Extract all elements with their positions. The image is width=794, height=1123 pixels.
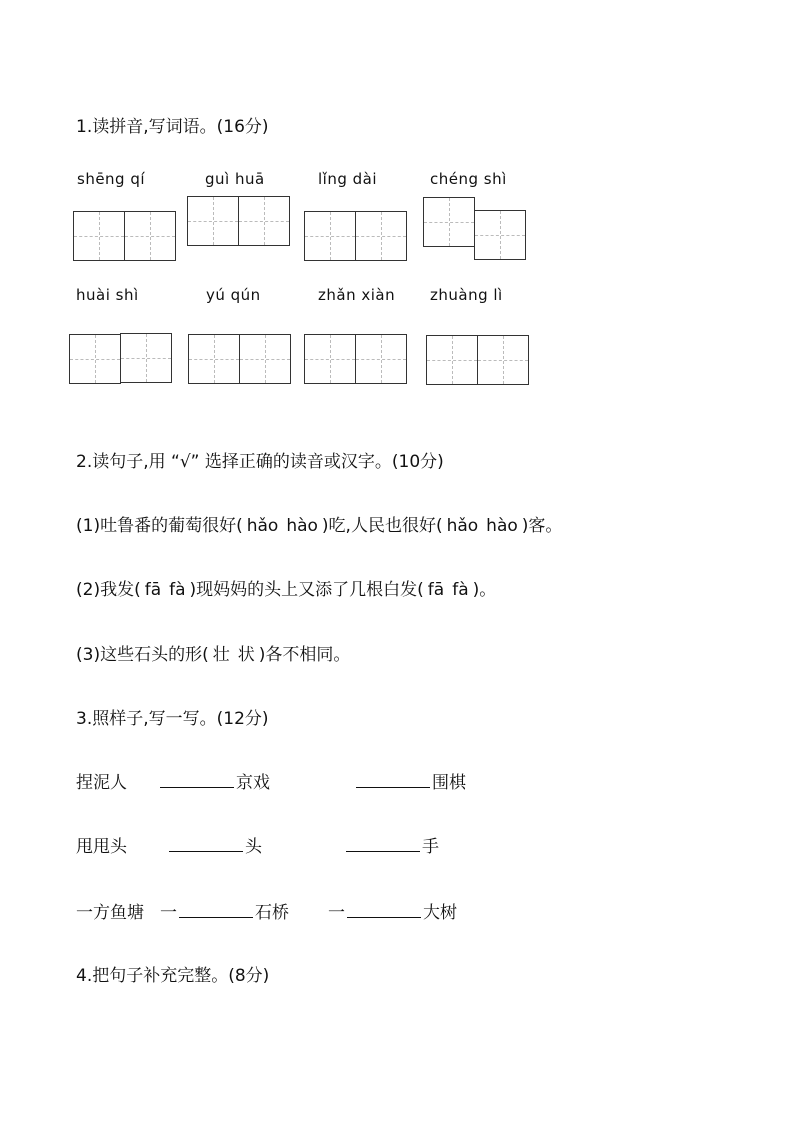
pinyin-label: zhǎn xiàn: [318, 286, 396, 304]
writing-grid-box[interactable]: [69, 334, 121, 384]
choice-option[interactable]: fā: [144, 580, 162, 600]
fill-prefix: 一: [328, 903, 345, 923]
sentence-text: (3)这些石头的形(: [76, 645, 209, 665]
fill-item: [167, 832, 262, 857]
writing-grid-box[interactable]: [304, 211, 356, 261]
pinyin-label: lǐng dài: [318, 170, 378, 188]
sentence-2: [76, 575, 496, 600]
choice-option[interactable]: hǎo: [446, 516, 479, 536]
answer-blank[interactable]: [346, 835, 420, 852]
pinyin-label: chéng shì: [430, 170, 507, 188]
example-word: 捏泥人: [76, 773, 127, 793]
choice-option[interactable]: fà: [169, 580, 186, 600]
question-1-title: 1.读拼音,写词语。(16分): [76, 117, 269, 137]
writing-grid-box[interactable]: [120, 333, 172, 383]
fill-item: [158, 768, 270, 793]
fill-item: [344, 832, 439, 857]
sentence-text: (1)吐鲁番的葡萄很好(: [76, 516, 243, 536]
writing-grid-box[interactable]: [355, 334, 407, 384]
sentence-text: )各不相同。: [258, 645, 351, 665]
fill-word: 大树: [423, 903, 457, 923]
question-3-title: 3.照样子,写一写。(12分): [76, 709, 269, 729]
sentence-1: [76, 511, 562, 536]
writing-grid-box[interactable]: [477, 335, 529, 385]
pinyin-label: guì huā: [205, 170, 265, 188]
writing-grid-box[interactable]: [239, 334, 291, 384]
fill-item: [160, 898, 289, 923]
choice-option[interactable]: hào: [486, 516, 518, 536]
example-word: 一方鱼塘: [76, 903, 144, 923]
fill-item: [354, 768, 466, 793]
writing-grid-box[interactable]: [188, 334, 240, 384]
answer-blank[interactable]: [179, 901, 253, 918]
writing-grid-box[interactable]: [238, 196, 290, 246]
fill-word: 头: [245, 837, 262, 857]
writing-grid-box[interactable]: [304, 334, 356, 384]
writing-grid-box[interactable]: [187, 196, 239, 246]
question-4-title: 4.把句子补充完整。(8分): [76, 966, 270, 986]
writing-grid-box[interactable]: [426, 335, 478, 385]
sentence-text: )。: [472, 580, 497, 600]
writing-grid-box[interactable]: [355, 211, 407, 261]
choice-option[interactable]: 状: [237, 645, 255, 665]
answer-blank[interactable]: [169, 835, 243, 852]
pinyin-label: yú qún: [206, 286, 261, 304]
choice-option[interactable]: hào: [286, 516, 318, 536]
answer-blank[interactable]: [160, 771, 234, 788]
fill-word: 京戏: [236, 773, 270, 793]
sentence-text: )客。: [521, 516, 563, 536]
choice-option[interactable]: 壮: [212, 645, 230, 665]
answer-blank[interactable]: [356, 771, 430, 788]
writing-grid-box[interactable]: [73, 211, 125, 261]
writing-grid-box[interactable]: [423, 197, 475, 247]
fill-prefix: 一: [160, 903, 177, 923]
example-word: 甩甩头: [76, 837, 127, 857]
fill-word: 围棋: [432, 773, 466, 793]
sentence-3: [76, 640, 350, 665]
choice-option[interactable]: fā: [427, 580, 445, 600]
writing-grid-box[interactable]: [124, 211, 176, 261]
question-2-title: 2.读句子,用 “√” 选择正确的读音或汉字。(10分): [76, 452, 444, 472]
pinyin-label: zhuàng lì: [430, 286, 503, 304]
fill-item: [328, 898, 457, 923]
answer-blank[interactable]: [347, 901, 421, 918]
pinyin-label: huài shì: [76, 286, 139, 304]
sentence-text: )吃,人民也很好(: [321, 516, 443, 536]
sentence-text: )现妈妈的头上又添了几根白发(: [189, 580, 424, 600]
pinyin-label: shēng qí: [77, 170, 146, 188]
fill-word: 石桥: [255, 903, 289, 923]
fill-word: 手: [422, 837, 439, 857]
choice-option[interactable]: fà: [452, 580, 469, 600]
sentence-text: (2)我发(: [76, 580, 141, 600]
writing-grid-box[interactable]: [474, 210, 526, 260]
choice-option[interactable]: hǎo: [246, 516, 279, 536]
